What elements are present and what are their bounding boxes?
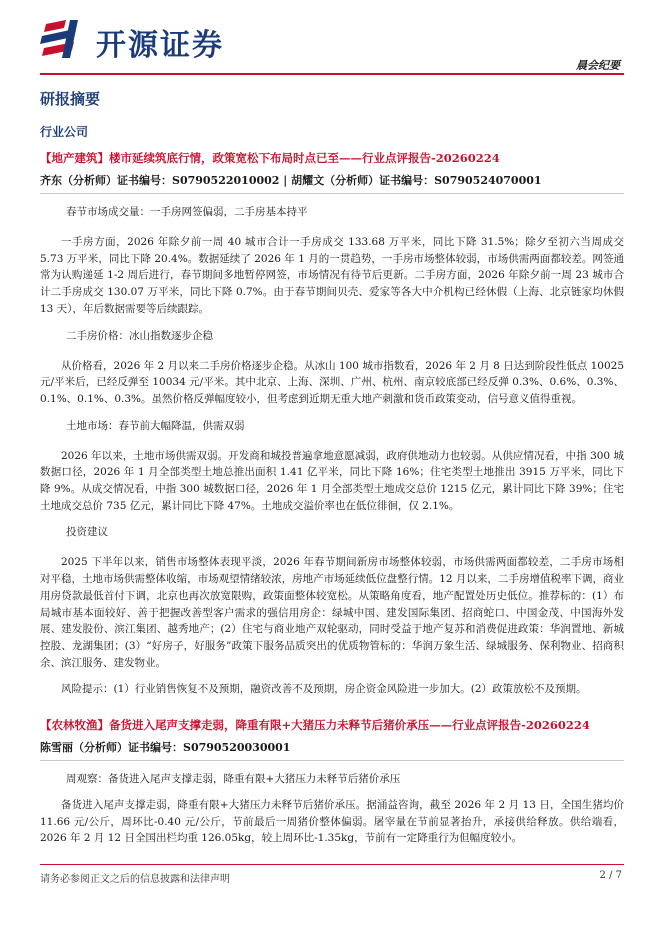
section-body: 一手房方面，2026 年除夕前一周 40 城市合计一手房成交 133.68 万平米，同比下降 31.5%；除夕至初六当周成交 5.73 万平米，同比下降 20.4%。数据延续了 2026 年 1 月的一贯趋势，一手房市场整体较弱，市场供需两面都较差。网签通常为认购递延 1-2 周后进行，春节期间多地暂停网签，市场情况有待节后更新。二手房方面，2026 年除夕前一周 23 城市合计二手房成交 130.07 万平米，同比下降 0.7%。由于春节期间贝壳、爱家等各大中介机构已经休假（上海、北京链家均休假 13 天），年后数据需要等后续跟踪。 (40, 236, 624, 315)
section-heading: 周观察：备货进入尾声支撑走弱，降重有限+大猪压力未释节后猪价承压 (66, 773, 401, 786)
risk-notice: 风险提示：(1）行业销售恢复不及预期，融资改善不及预期，房企资金风险进一步加大。(2）政策放松不及预期。 (61, 683, 587, 696)
section-body: 2026 年以来，土地市场供需双弱。开发商和城投普遍拿地意愿减弱，政府供地动力也较弱。从供应情况看，中指 300 城数据口径，2026 年 1 月全部类型土地总推出面积 1.41 亿平米，同比下降 16%；住宅类型土地推出 3915 万平米，同比下降 9%。从成交情况看，中指 300 城数据口径，2026 年 1 月全部类型土地成交总价 1215 亿元，累计同比下降 39%；住宅土地成交总价 735 亿元，累计同比下降 47%。土地成交溢价率也在低位徘徊，仅 2.1%。 (40, 449, 624, 512)
document-type-label: 晨会纪要 (576, 59, 620, 72)
brand-logo (40, 18, 250, 62)
report-content (40, 149, 624, 847)
footer-disclaimer: 请务必参阅正文之后的信息披露和法律声明 (40, 874, 230, 885)
section-body: 备货进入尾声支撑走弱，降重有限+大猪压力未释节后猪价承压。据涌益咨询，截至 2026 年 2 月 13 日，全国生猪均价 11.66 元/公斤，周环比-0.40 元/公斤，节前最后一周猪价整体偏弱。屠宰量在节前显著抬升，承接供给释放。供给端看，2026 年 2 月 12 日全国出栏均重 126.05kg，较上周环比-1.35kg，节前有一定降重行为但幅度较小。 (40, 799, 624, 845)
report-title: 【农林牧渔】备货进入尾声支撑走弱，降重有限+大猪压力未释节后猪价承压——行业点评报告-20260224 (40, 718, 590, 733)
section-heading: 二手房价格：冰山指数逐步企稳 (66, 329, 213, 342)
report-title: 【地产建筑】楼市延续筑底行情，政策宽松下布局时点已至——行业点评报告-20260224 (40, 151, 500, 165)
report-analysts: 陈雪丽（分析师）证书编号：S0790520030001 (40, 739, 624, 761)
section-heading: 土地市场：春节前大幅降温，供需双弱 (66, 419, 245, 432)
page-number: 2 / 7 (599, 870, 622, 881)
report-analysts: 齐东（分析师）证书编号：S0790522010002 | 胡耀文（分析师）证书编号：S0790524070001 (40, 172, 624, 194)
brand-name: 开源证券 (96, 28, 224, 63)
header-divider (40, 73, 624, 75)
page-section-title: 研报摘要 (40, 90, 101, 108)
category-title: 行业公司 (40, 125, 89, 139)
section-body: 从价格看，2026 年 2 月以来二手房价格逐步企稳。从冰山 100 城市指数看，2026 年 2 月 8 日达到阶段性低点 10025 元/平米后，已经反弹至 10034 元/平米。其中北京、上海、深圳、广州、杭州、南京较底部已经反弹 0.3%、0.6%、0.3%、0.1%、0.1%、0.3%。虽然价格反弹幅度较小，但考虑到近期无重大地产刺激和货币政策变动，信号意义值得重视。 (40, 359, 624, 405)
section-body: 2025 下半年以来，销售市场整体表现平淡，2026 年春节期间新房市场整体较弱，市场供需两面都较差，二手房市场相对平稳，土地市场供需整体收缩，市场观望情绪较浓，房地产市场延续低位盘整行情。12 月以来，二手房增值税率下调，商业用房贷款最低首付下调，北京也再次放宽限购，政策面整体较宽松。从策略角度看，地产配置处历史低位。推荐标的：(1）布局城市基本面较好、善于把握改善型客户需求的强信用房企：绿城中国、建发国际集团、招商蛇口、中国金茂、中国海外发展、建发股份、滨江集团、越秀地产；(2）住宅与商业地产双轮驱动，同时受益于地产复苏和消费促进政策：华润置地、新城控股、龙湖集团；(3）“好房子，好服务”政策下服务品质突出的优质物管标的：华润万象生活、绿城服务、保利物业、招商积余、滨江服务、建发物业。 (40, 556, 624, 669)
section-heading: 投资建议 (66, 526, 108, 539)
page-header (0, 0, 662, 78)
section-heading: 春节市场成交量：一手房网签偏弱，二手房基本持平 (66, 206, 308, 218)
brand-mark-icon (40, 18, 90, 62)
footer-divider (40, 864, 624, 865)
